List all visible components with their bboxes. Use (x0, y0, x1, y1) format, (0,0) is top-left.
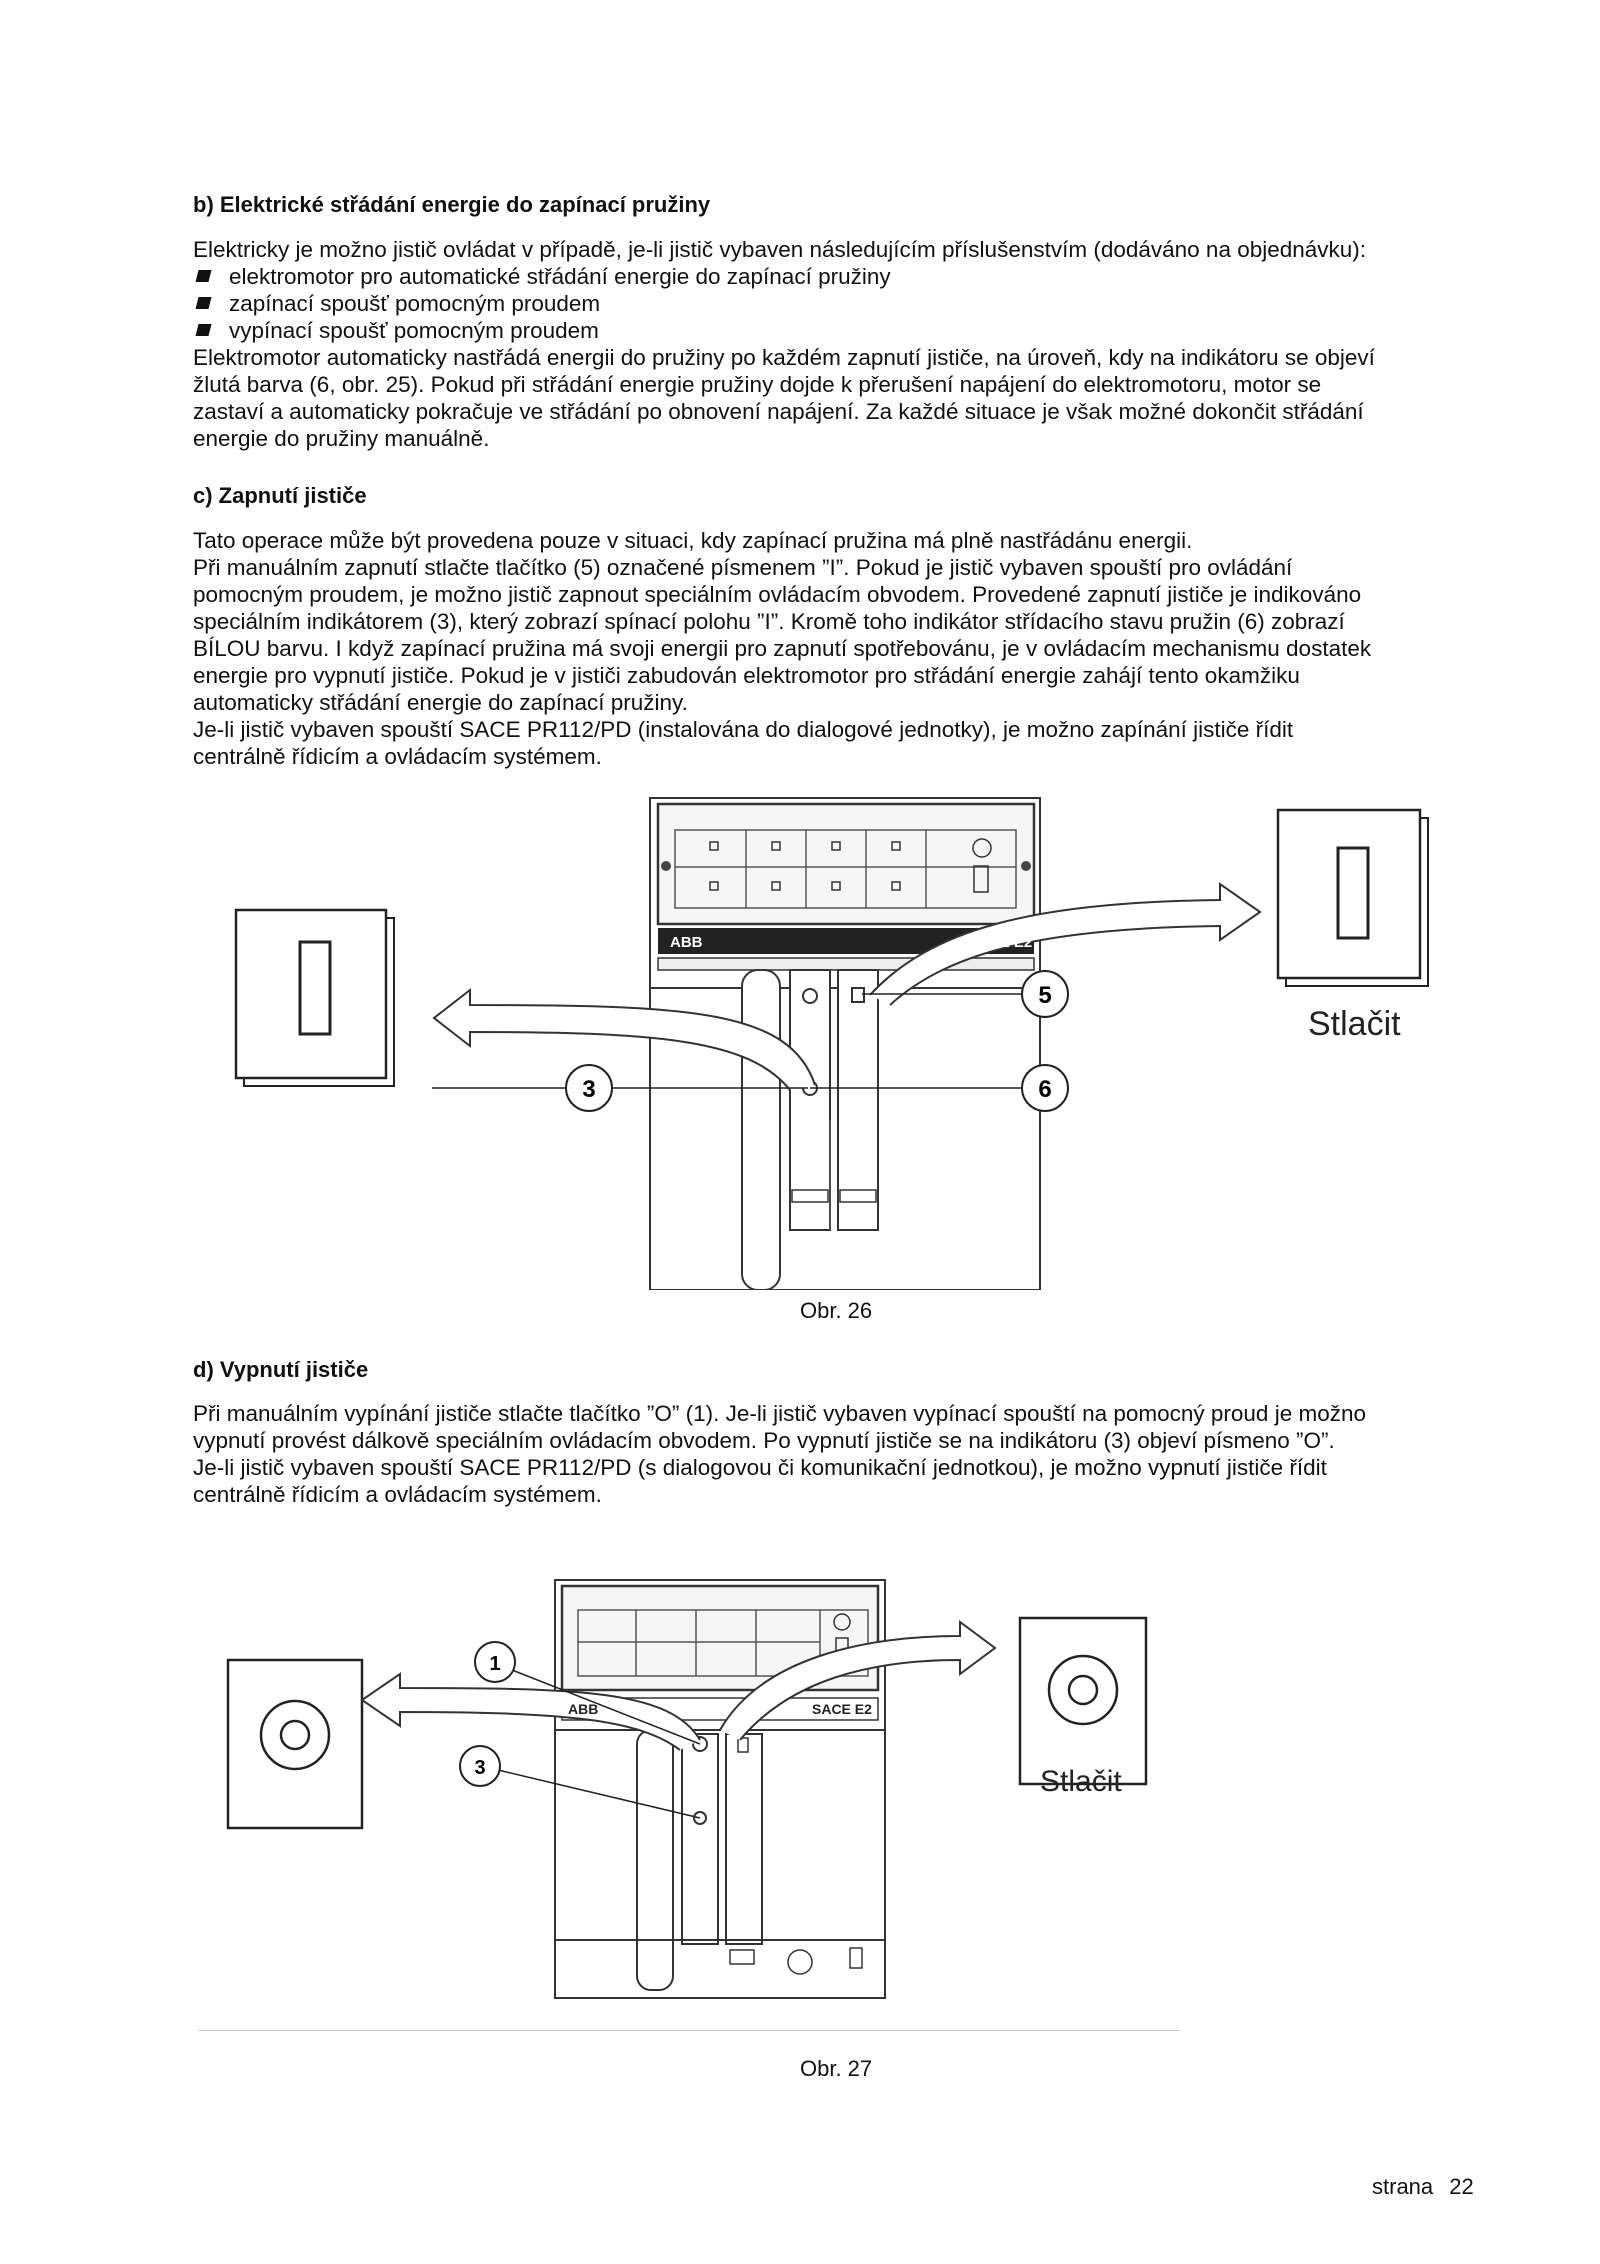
text-line: speciálním indikátorem (3), který zobrazí spínací polohu ”I”. Kromě toho indikátor střídacího stavu pružin (6) zobrazí (193, 609, 1345, 634)
indicator-card-right (1020, 1618, 1146, 1784)
abb-logo: ABB (568, 1701, 599, 1717)
figure-27-drawing (200, 1570, 1200, 2050)
text-line: centrálně řídicím a ovládacím systémem. (193, 744, 602, 769)
text-line: Tato operace může být provedena pouze v situaci, kdy zapínací pružina má plně nastřádánu energii. (193, 528, 1193, 553)
list-item (193, 317, 891, 344)
bullet-square-icon (196, 324, 212, 336)
text-line: pomocným proudem, je možno jistič zapnout speciálním ovládacím obvodem. Provedené zapnutí jističe je indikováno (193, 582, 1362, 607)
bullet-square-icon (196, 297, 212, 309)
section-c-body (193, 527, 1493, 770)
sace-e2-label: SACE E2 (812, 1701, 872, 1717)
text-line: automaticky střádání energie do zapínací pružiny. (193, 690, 688, 715)
figure-27 (200, 1570, 1200, 2050)
figure-26-caption: Obr. 26 (800, 1298, 873, 1323)
indicator-card-left (236, 910, 394, 1086)
divider (198, 2030, 1180, 2031)
text-line: centrálně řídicím a ovládacím systémem. (193, 1482, 602, 1507)
sace-e2-label: SACE E2 (968, 934, 1033, 951)
page-footer (1372, 2174, 1474, 2200)
text-line: vypnutí provést dálkově speciálním ovládacím obvodem. Po vypnutí jističe se na indikátoru (3) objeví písmeno ”O”. (193, 1428, 1335, 1453)
section-d-body (193, 1400, 1493, 1508)
circuit-breaker-front (555, 1580, 885, 1998)
callout-label-1: 1 (489, 1653, 501, 1675)
section-b-bullet-list (193, 263, 891, 344)
page-label: strana (1372, 2174, 1434, 2199)
list-item (193, 263, 891, 290)
press-label-fig26: Stlačit (1308, 1005, 1401, 1043)
list-item (193, 290, 891, 317)
callout-label-3: 3 (474, 1757, 486, 1779)
indicator-card-right (1278, 810, 1428, 986)
text-line: Elektromotor automaticky nastřádá energii do pružiny po každém zapnutí jističe, na úroveň, kdy na indikátoru se objeví (193, 345, 1375, 370)
text-line: Při manuálním vypínání jističe stlačte tlačítko ”O” (1). Je-li jistič vybaven vypínací spouští na pomocný proud je možno (193, 1401, 1366, 1426)
section-b-heading: b) Elektrické střádání energie do zapínací pružiny (193, 192, 711, 217)
abb-logo: ABB (670, 934, 703, 951)
bullet-text: zapínací spoušť pomocným proudem (229, 291, 601, 316)
press-label-fig27: Stlačit (1040, 1765, 1122, 1798)
text-line: energie pro vypnutí jističe. Pokud je v jističi zabudován elektromotor pro střádání energie zahájí tento okamžiku (193, 663, 1300, 688)
text-line: Je-li jistič vybaven spouští SACE PR112/PD (s dialogovou či komunikační jednotkou), je možno vypnutí jističe řídit (193, 1455, 1327, 1480)
text-line: BÍLOU barvu. I když zapínací pružina má svoji energii pro zapnutí spotřebovánu, je v ovládacím mechanismu dostatek (193, 636, 1372, 661)
callout-label-3: 3 (582, 1076, 596, 1103)
section-b-body (193, 344, 1493, 452)
page-number: 22 (1449, 2174, 1474, 2199)
indicator-card-left (228, 1660, 362, 1828)
figure-27-caption: Obr. 27 (800, 2056, 873, 2081)
callout-label-6: 6 (1038, 1076, 1052, 1103)
text-line: Při manuálním zapnutí stlačte tlačítko (5) označené písmenem ”I”. Pokud je jistič vybaven spouští pro ovládání (193, 555, 1293, 580)
callout-label-5: 5 (1038, 982, 1052, 1009)
section-b-intro: Elektricky je možno jistič ovládat v případě, je-li jistič vybaven následujícím příslušenstvím (dodáváno na objednávku): (193, 237, 1367, 262)
text-line: žlutá barva (6, obr. 25). Pokud při střádání energie pružiny dojde k přerušení napájení do elektromotoru, motor se (193, 372, 1322, 397)
text-line: energie do pružiny manuálně. (193, 426, 490, 451)
bullet-square-icon (196, 270, 212, 282)
section-d-heading: d) Vypnutí jističe (193, 1357, 369, 1382)
text-line: Je-li jistič vybaven spouští SACE PR112/PD (instalována do dialogové jednotky), je možno zapínání jističe řídit (193, 717, 1294, 742)
section-c-heading: c) Zapnutí jističe (193, 483, 367, 508)
text-line: zastaví a automaticky pokračuje ve střádání po obnovení napájení. Za každé situace je však možné dokončit střádání (193, 399, 1364, 424)
bullet-text: vypínací spoušť pomocným proudem (229, 318, 599, 343)
bullet-text: elektromotor pro automatické střádání energie do zapínací pružiny (229, 264, 891, 289)
